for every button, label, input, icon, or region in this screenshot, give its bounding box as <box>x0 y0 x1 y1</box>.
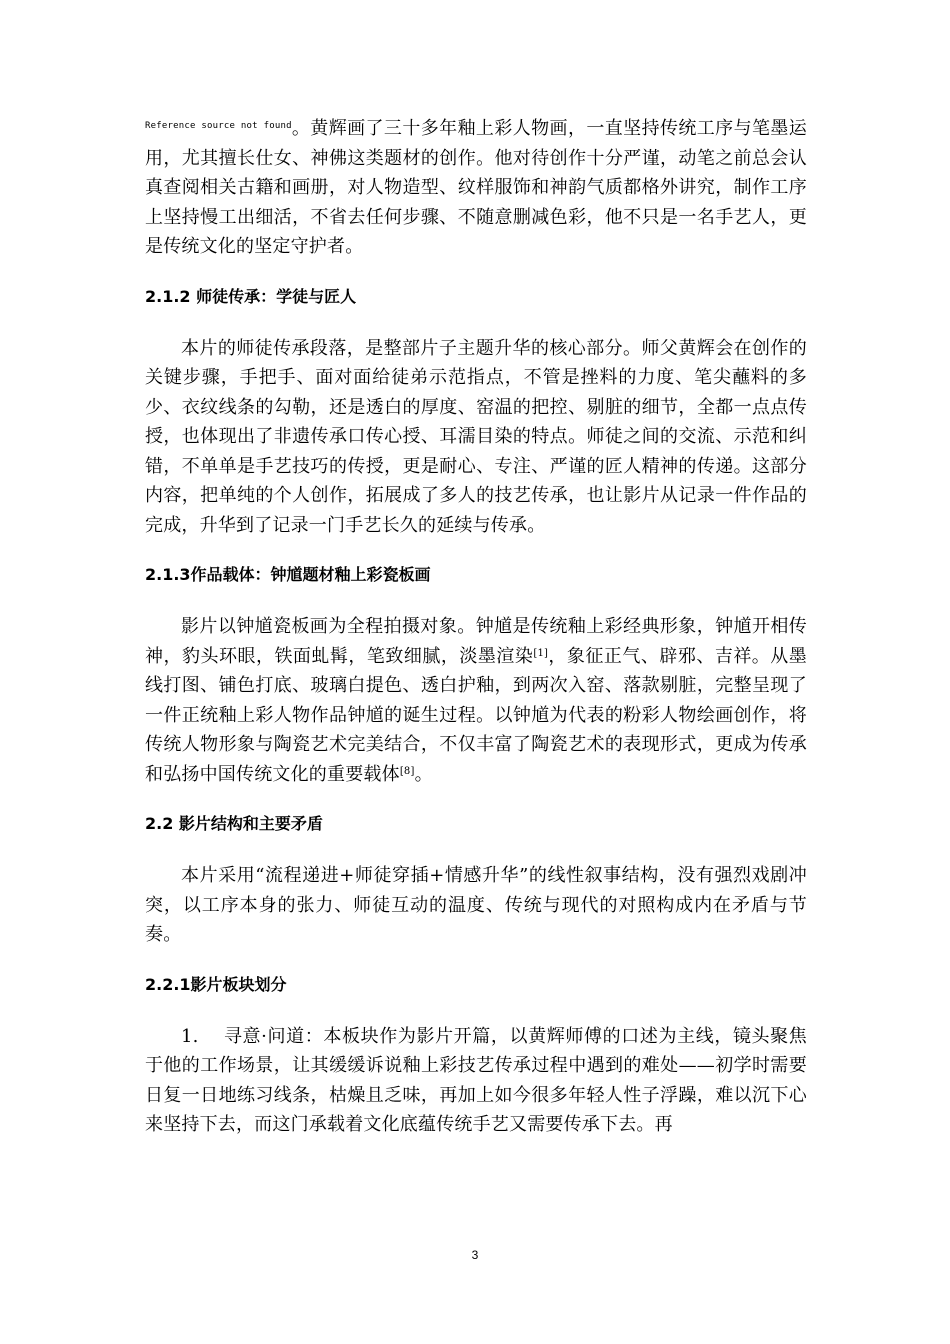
list-item-number: 1. <box>181 1025 199 1047</box>
page-number: 3 <box>471 1248 479 1262</box>
list-item-1 <box>145 1022 807 1140</box>
paragraph-text: ，象征正气、辟邪、吉祥。从墨线打图、铺色打底、玻璃白提色、透白护釉，到两次入窑、落款剔脏，完整呈现了一件正统釉上彩人物作品钟馗的诞生过程。以钟馗为代表的粉彩人物绘画创作，将传统人物形象与陶瓷艺术完美结合，不仅丰富了陶瓷艺术的表现形式，更成为传承和弘扬中国传统文化的重要载体 <box>145 645 807 785</box>
paragraph-text: 。 <box>414 763 433 785</box>
citation-ref: [1] <box>533 647 549 659</box>
paragraph-zhongkui <box>145 612 807 789</box>
section-heading-2-1-2: 2.1.2 师徒传承：学徒与匠人 <box>145 286 357 306</box>
section-heading-2-2-1: 2.2.1影片板块划分 <box>145 974 287 994</box>
paragraph-apprenticeship: 本片的师徒传承段落，是整部片子主题升华的核心部分。师父黄辉会在创作的关键步骤，手把手、面对面给徒弟示范指点，不管是挫料的力度、笔尖蘸料的多少、衣纹线条的勾勒，还是透白的厚度、窑温的把控、剔脏的细节，全都一点点传授，也体现出了非遗传承口传心授、耳濡目染的特点。师徒之间的交流、示范和纠错，不单单是手艺技巧的传授，更是耐心、专注、严谨的匠人精神的传递。这部分内容，把单纯的个人创作，拓展成了多人的技艺传承，也让影片从记录一件作品的完成，升华到了记录一门手艺长久的延续与传承。 <box>145 337 807 536</box>
section-heading-2-1-3: 2.1.3作品载体：钟馗题材釉上彩瓷板画 <box>145 565 431 584</box>
paragraph-huanghui <box>145 112 807 262</box>
reference-error: Reference source not found <box>145 121 292 131</box>
paragraph-structure: 本片采用“流程递进+师徒穿插+情感升华”的线性叙事结构，没有强烈戏剧冲突，以工序本身的张力、师徒互动的温度、传统与现代的对照构成内在矛盾与节奏。 <box>145 865 807 945</box>
section-heading-2-2: 2.2 影片结构和主要矛盾 <box>145 814 323 833</box>
citation-ref: [8] <box>399 765 415 777</box>
list-item-text: 寻意·问道：本板块作为影片开篇，以黄辉师傅的口述为主线，镜头聚焦于他的工作场景，让其缓缓诉说釉上彩技艺传承过程中遇到的难处——初学时需要日复一日地练习线条，枯燥且乏味，再加上如今很多年轻人性子浮躁，难以沉下心来坚持下去，而这门承载着文化底蕴传统手艺又需要传承下去。再 <box>145 1025 807 1135</box>
paragraph-text: 影片以钟馗瓷板画为全程拍摄对象。钟馗是传统釉上彩经典形象，钟馗开相传神，豹头环眼，铁面虬髯，笔致细腻，淡墨渲染 <box>145 616 807 667</box>
paragraph-text: 。黄辉画了三十多年釉上彩人物画，一直坚持传统工序与笔墨运用，尤其擅长仕女、神佛这类题材的创作。他对待创作十分严谨，动笔之前总会认真查阅相关古籍和画册，对人物造型、纹样服饰和神韵气质都格外讲究，制作工序上坚持慢工出细活，不省去任何步骤、不随意删减色彩，他不只是一名手艺人，更是传统文化的坚定守护者。 <box>145 118 807 257</box>
page-content <box>145 112 807 1140</box>
